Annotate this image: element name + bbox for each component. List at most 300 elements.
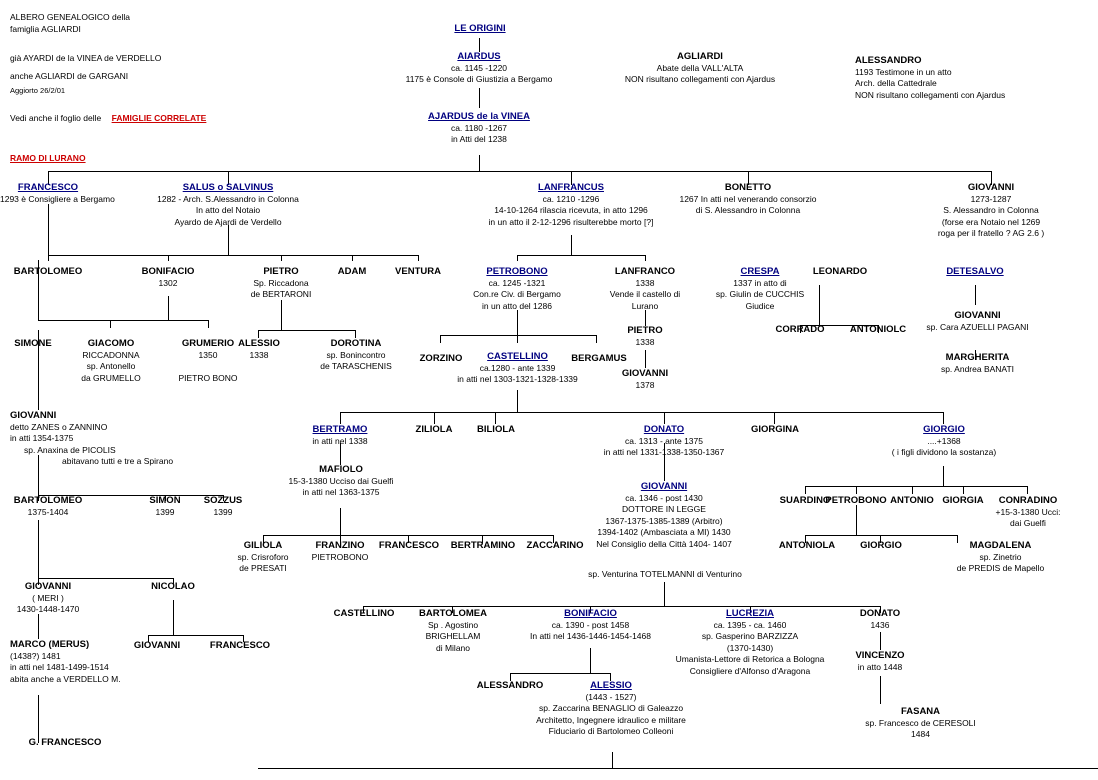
connector — [340, 412, 341, 424]
node-title: GIORGINA — [750, 424, 800, 435]
node-title: BERGAMUS — [571, 353, 627, 364]
node-detail: in atti 1354-1375 — [10, 433, 74, 443]
connector — [645, 310, 646, 326]
node-donato-1436[interactable] — [840, 608, 920, 631]
node-leonardo[interactable] — [790, 266, 890, 278]
node-title: ZORZINO — [419, 353, 463, 364]
node-title: MAFIOLO — [319, 464, 363, 475]
connector — [645, 255, 646, 261]
node-detail: NON risultano collegamenti con Ajardus — [855, 89, 1006, 100]
node-title: LANFRANCO — [614, 266, 676, 277]
sibling-bus — [440, 335, 596, 336]
connector — [208, 320, 209, 328]
node-corrado[interactable] — [762, 324, 838, 336]
node-detail: 1338 — [249, 349, 269, 360]
node-dorotina[interactable] — [300, 338, 412, 373]
connector — [1027, 486, 1028, 494]
sibling-bus — [48, 171, 991, 172]
node-detail: detto ZANES o ZANNINO — [10, 421, 108, 432]
node-lucrezia[interactable] — [660, 608, 840, 677]
node-detail: sp. Bonincontro — [326, 349, 386, 360]
node-title: CORRADO — [775, 324, 825, 335]
node-title: GRUMERIO — [181, 338, 235, 349]
header-title-line1 — [10, 11, 130, 23]
node-title: ANTONIO — [890, 495, 934, 506]
node-margherita[interactable] — [905, 352, 1050, 375]
connector — [517, 310, 518, 335]
header-line4-text: anche AGLIARDI de GARGANI — [10, 71, 129, 81]
sibling-bus — [363, 606, 880, 607]
ramo-di-lurano-heading — [10, 152, 86, 164]
node-petrobono[interactable] — [442, 266, 592, 312]
node-detail: sp. Zinetrio — [979, 551, 1022, 562]
node-detail: RICCADONNA — [82, 349, 140, 360]
node-detail: Architetto, Ingegnere idraulico e militare — [536, 714, 686, 725]
node-title: GIACOMO — [87, 338, 135, 349]
node-title: DONATO — [643, 424, 685, 435]
sibling-bus — [517, 255, 645, 256]
node-title: GILIOLA — [243, 540, 283, 551]
connector — [963, 486, 964, 494]
node-detail: (1438?) 1481 — [10, 650, 61, 661]
sibling-bus — [805, 486, 1027, 487]
node-title: BONIFACIO — [141, 266, 195, 277]
node-detail: in atti nel 1363-1375 — [302, 487, 380, 497]
node-detail: 1394-1402 (Ambasciata a MI) 1430 — [597, 527, 731, 537]
node-pietro-1[interactable] — [241, 266, 321, 301]
header-line3-text: già AYARDI de la VINEA de VERDELLO — [10, 53, 162, 63]
node-simon-1399[interactable] — [133, 495, 197, 518]
sibling-bus — [510, 673, 610, 674]
sibling-bus — [805, 535, 957, 536]
node-giovanni-zanes[interactable] — [10, 410, 230, 468]
sibling-bus — [258, 330, 355, 331]
node-detail: 1484 — [911, 729, 930, 739]
node-alessio-1338[interactable] — [224, 338, 294, 361]
node-title: ALESSIO — [238, 338, 280, 349]
node-detail: sp. Gasperino BARZIZZA — [701, 631, 799, 641]
node-title: GIOVANNI — [24, 581, 72, 592]
node-giovanni-dottore[interactable] — [573, 481, 755, 550]
connector — [355, 330, 356, 338]
connector — [228, 225, 229, 255]
node-spouse-venturina[interactable] — [560, 569, 770, 581]
header-line2-text: famiglia AGLIARDI — [10, 24, 81, 34]
node-detail: sp. Andrea BANATI — [940, 363, 1015, 374]
node-bonetto[interactable] — [648, 182, 848, 217]
node-title: CASTELLINO — [333, 608, 395, 619]
connector — [880, 632, 881, 650]
connector — [517, 335, 518, 343]
connector — [110, 320, 111, 328]
node-detail: 14-10-1264 rilascia ricevuta, in atto 1296 — [494, 205, 648, 215]
node-detail: 1337 in atto di — [733, 277, 787, 288]
node-title: DOROTINA — [330, 338, 382, 349]
node-detail: +15-3-1380 Ucci: — [995, 506, 1061, 517]
node-detail: 1430-1448-1470 — [16, 604, 80, 614]
node-detail: sp. Giulin de CUCCHIS — [715, 289, 805, 299]
connector — [281, 255, 282, 261]
node-detail: sp. Francesco de CERESOLI — [865, 717, 976, 728]
node-pietro-1338[interactable] — [615, 325, 675, 348]
node-detail: in atti nel 1303-1321-1328-1339 — [457, 374, 578, 384]
node-detail: ca. 1145 -1220 — [450, 62, 508, 73]
node-bartolomeo-1[interactable] — [0, 266, 96, 278]
header-see-also — [10, 112, 206, 124]
connector — [281, 300, 282, 330]
connector — [975, 285, 976, 305]
node-giorgina[interactable] — [736, 424, 814, 436]
node-detail: de TARASCHENIS — [320, 361, 392, 371]
node-detail: ....+1368 — [927, 435, 961, 446]
node-title: DETESALVO — [946, 266, 1004, 277]
node-detail: DOTTORE IN LEGGE — [622, 504, 706, 514]
header-line5-text: Aggiorto 26/2/01 — [10, 86, 66, 95]
connector — [479, 155, 480, 171]
node-adam[interactable] — [317, 266, 387, 278]
connector — [479, 38, 480, 52]
sibling-bus — [48, 255, 418, 256]
node-fasana[interactable] — [828, 706, 1013, 741]
node-title: PIETRO — [627, 325, 663, 336]
node-detail: in atti nel 1481-1499-1514 — [10, 662, 109, 672]
node-detail: 1267 In atti nel venerando consorzio — [679, 193, 817, 204]
node-detail: Sp . Agostino — [427, 619, 479, 630]
node-title: MARGHERITA — [945, 352, 1010, 363]
node-detail: Nel Consiglio della Città 1404- 1407 — [596, 538, 732, 549]
node-detail: PIETRO BONO — [178, 373, 238, 383]
node-title: SOZZUS — [203, 495, 243, 506]
node-detail: dai Guelfi — [1010, 518, 1046, 528]
node-detail: Consigliere d'Alfonso d'Aragona — [689, 665, 811, 676]
node-title: G. FRANCESCO — [28, 737, 102, 748]
node-detail: 1399 — [155, 506, 175, 517]
node-title: GIOVANNI — [133, 640, 181, 651]
connector — [912, 486, 913, 494]
connector — [340, 508, 341, 535]
connector — [774, 412, 775, 424]
node-detail: In atti nel 1436-1446-1454-1468 — [530, 631, 651, 641]
node-detail: Lurano — [631, 300, 659, 311]
node-detail: Ayardo de Ajardi de Verdello — [174, 216, 282, 227]
connector — [168, 296, 169, 320]
node-title: AJARDUS de la VINEA — [428, 111, 530, 122]
node-le-origini[interactable] — [430, 23, 530, 35]
connector — [805, 486, 806, 494]
node-title: MAGDALENA — [969, 540, 1032, 551]
node-title: LUCREZIA — [725, 608, 775, 619]
node-detail: Arch. della Cattedrale — [855, 78, 937, 88]
node-title: LE ORIGINI — [454, 23, 506, 34]
node-detail: ca. 1346 - post 1430 — [625, 492, 703, 503]
connector — [168, 255, 169, 261]
connector — [173, 600, 174, 635]
node-bertramo[interactable] — [290, 424, 390, 447]
node-francesco-1293[interactable] — [0, 182, 115, 205]
node-detail: 1273-1287 — [970, 193, 1012, 204]
node-giovanni-1273[interactable] — [886, 182, 1096, 240]
connector — [943, 412, 944, 424]
node-title: FRANCESCO — [209, 640, 271, 651]
node-giovanni-meri[interactable] — [0, 581, 96, 616]
node-detail: 1350 — [198, 349, 218, 360]
node-francesco-3[interactable] — [197, 640, 283, 652]
connector — [418, 255, 419, 261]
node-title: ALESSANDRO — [476, 680, 544, 691]
connector — [352, 255, 353, 261]
node-title: BONIFACIO — [564, 608, 617, 619]
node-simone[interactable] — [0, 338, 66, 350]
connector — [38, 695, 39, 743]
node-detail: sp. Crisroforo — [237, 551, 289, 562]
node-castellino-2[interactable] — [322, 608, 406, 620]
node-detail: 1338 — [635, 336, 655, 347]
connector — [880, 676, 881, 704]
node-magdalena[interactable] — [908, 540, 1093, 575]
node-detail: BRIGHELLAM — [425, 631, 481, 641]
node-detail: in un atto il 2-12-1296 risulterebbe morto [?] — [488, 216, 654, 227]
connector — [612, 752, 613, 768]
node-title: GIORGIO — [860, 540, 902, 551]
node-title: VENTURA — [395, 266, 441, 277]
node-title: GIOVANNI — [954, 310, 1001, 321]
node-detail: de PRESATI — [239, 563, 287, 573]
node-detail: ca.1280 - ante 1339 — [479, 362, 556, 373]
connector — [943, 466, 944, 486]
node-detail: Giudice — [745, 300, 775, 311]
node-title: AGLIARDI — [677, 51, 723, 62]
node-detail: di Milano — [435, 642, 471, 653]
node-detail: 1175 è Console di Giustizia a Bergamo — [405, 74, 553, 84]
node-title: BILIOLA — [477, 424, 515, 435]
connector — [590, 648, 591, 673]
header-title-line2 — [10, 23, 81, 35]
connector — [517, 255, 518, 261]
node-detail: abitavano tutti e tre a Spirano — [62, 456, 174, 466]
node-detail: 1399 — [213, 506, 233, 517]
connector — [645, 350, 646, 368]
connector — [571, 235, 572, 255]
node-giliola[interactable] — [222, 540, 304, 575]
node-title: FASANA — [900, 706, 941, 717]
node-title: SUARDINO — [779, 495, 831, 506]
node-title: GIOVANNI — [10, 410, 57, 421]
node-bertramino[interactable] — [440, 540, 526, 552]
node-detail: ca. 1180 -1267 — [450, 122, 508, 133]
node-aiardus[interactable] — [389, 51, 569, 86]
node-detail: de PREDIS de Mapello — [956, 563, 1045, 573]
node-title: ALESSIO — [590, 680, 632, 691]
node-detail: S. Alessandro in Colonna — [943, 205, 1039, 215]
header-update-date — [10, 85, 65, 97]
node-title: GIOVANNI — [967, 182, 1015, 193]
node-title: ZACCARINO — [526, 540, 584, 551]
node-title: AIARDUS — [457, 51, 501, 62]
node-title: NICOLAO — [151, 581, 195, 592]
node-vincenzo[interactable] — [840, 650, 920, 673]
node-detail: sp. Zaccarina BENAGLIO di Galeazzo — [538, 703, 684, 713]
node-detail: In atto del Notaio — [195, 205, 261, 215]
node-detail: 1375-1404 — [27, 506, 69, 517]
node-title: DONATO — [859, 608, 901, 619]
node-giovanni-1378[interactable] — [608, 368, 682, 391]
node-g-francesco[interactable] — [10, 737, 120, 749]
node-detail: in atto 1448 — [857, 661, 903, 672]
node-detail: NON risultano collegamenti con Ajardus — [624, 74, 776, 84]
node-francesco-2[interactable] — [368, 540, 450, 552]
node-detail: (1370-1430) — [726, 642, 774, 653]
node-title: PETROBONO — [486, 266, 548, 277]
node-title: CRESPA — [740, 266, 780, 277]
node-title: ANTONIOLC — [849, 324, 907, 335]
node-detail: (forse era Notaio nel 1269 — [941, 216, 1041, 227]
node-title: BARTOLOMEO — [13, 495, 83, 506]
node-bonifacio-1302[interactable] — [128, 266, 208, 289]
node-title: SIMON — [149, 495, 181, 506]
node-title: CONRADINO — [998, 495, 1058, 506]
node-title: BERTRAMINO — [450, 540, 516, 551]
node-detail: 1293 è Consigliere a Bergamo — [0, 193, 115, 204]
connector — [517, 390, 518, 412]
sibling-bus — [340, 412, 943, 413]
node-title: BARTOLOMEO — [13, 266, 83, 277]
connector — [434, 412, 435, 424]
node-detail: ca. 1245 -1321 — [488, 277, 546, 288]
node-title: ADAM — [337, 266, 367, 277]
node-title: LANFRANCUS — [538, 182, 604, 193]
node-giovanni-7[interactable] — [117, 640, 197, 652]
see-also-label: Vedi anche il foglio delle — [10, 113, 102, 123]
sibling-bus — [38, 320, 208, 321]
header-alias-line2 — [10, 70, 128, 82]
node-detail: de BERTARONI — [250, 289, 312, 299]
node-title: ZILIOLA — [415, 424, 453, 435]
node-bartolomea[interactable] — [405, 608, 501, 654]
node-detail: sp. Antonello — [86, 361, 136, 371]
node-title: FRANCESCO — [17, 182, 79, 193]
node-title: ANTONIOLA — [778, 540, 836, 551]
node-title: ALESSANDRO — [855, 55, 922, 66]
connector — [38, 520, 39, 578]
bottom-rule — [258, 768, 1098, 769]
node-detail: Abate della VALL'ALTA — [656, 62, 744, 73]
node-detail: 1193 Testimone in un atto — [855, 66, 952, 77]
node-detail: abita anche a VERDELLO M. — [10, 673, 121, 684]
node-bonifacio-2[interactable] — [508, 608, 673, 643]
node-title: CASTELLINO — [487, 351, 548, 362]
node-detail: sp. Venturina TOTELMANNI di Venturino — [588, 569, 742, 579]
connector — [258, 330, 259, 338]
node-detail: di S. Alessandro in Colonna — [695, 205, 801, 215]
connector — [664, 582, 665, 606]
node-detail: in atti nel 1331-1338-1350-1367 — [603, 447, 725, 457]
node-title: GIORGIO — [923, 424, 965, 435]
node-detail: (1443 - 1527) — [585, 691, 637, 702]
node-detail: 1367-1375-1385-1389 (Arbitro) — [605, 515, 723, 526]
connector — [856, 505, 857, 535]
node-detail: ( i figli dividono la sostanza) — [891, 447, 997, 457]
node-detail: 1282 - Arch. S.Alessandro in Colonna — [157, 193, 299, 204]
node-bergamus[interactable] — [560, 353, 638, 365]
node-title: PETROBONO — [825, 495, 887, 506]
node-alessio-architetto[interactable] — [520, 680, 702, 738]
connector — [38, 614, 39, 639]
node-detail: 1338 — [635, 277, 655, 288]
node-title: GIORGIA — [942, 495, 984, 506]
connector — [48, 255, 49, 261]
node-detail: da GRUMELLO — [81, 372, 141, 383]
header-alias-line1 — [10, 52, 161, 64]
famiglie-correlate-link[interactable]: FAMIGLIE CORRELATE — [111, 113, 207, 123]
node-detesalvo[interactable] — [920, 266, 1030, 278]
node-title: GIOVANNI — [640, 481, 688, 492]
node-title: FRANZINO — [315, 540, 365, 551]
node-sozzus-1399[interactable] — [190, 495, 256, 518]
node-giovanni-cara[interactable] — [905, 310, 1050, 333]
node-alessandro-1193[interactable] — [855, 55, 1085, 101]
node-donato-1[interactable] — [575, 424, 753, 459]
node-ajardus-de-la-vinea[interactable] — [389, 111, 569, 146]
node-detail: in un atto del 1286 — [482, 300, 552, 311]
connector — [440, 335, 441, 343]
node-detail: ( MERI ) — [32, 592, 64, 603]
node-mafiolo[interactable] — [262, 464, 420, 499]
node-giorgio-2[interactable] — [845, 540, 917, 552]
node-detail: PIETROBONO — [311, 551, 369, 562]
node-detail: in Atti del 1238 — [451, 134, 507, 144]
node-detail: Fiduciario di Bartolomeo Colleoni — [548, 726, 674, 736]
node-conradino[interactable] — [987, 495, 1069, 530]
connector — [48, 204, 49, 260]
node-detail: ca. 1210 -1296 — [542, 193, 600, 204]
node-title: MARCO (MERUS) — [10, 639, 90, 650]
node-agliardi-abate[interactable] — [600, 51, 800, 86]
node-detail: Sp. Riccadona — [253, 277, 309, 288]
node-detail: Vende il castello di — [609, 289, 681, 299]
node-salus-salvinus[interactable] — [128, 182, 328, 228]
node-title: SIMONE — [14, 338, 52, 349]
connector — [479, 88, 480, 108]
header-line1-text: ALBERO GENEALOGICO della — [10, 12, 130, 22]
node-lanfranco-1338[interactable] — [588, 266, 702, 312]
node-zaccarino[interactable] — [515, 540, 595, 552]
node-detail: roga per il fratello ? AG 2.6 ) — [937, 228, 1045, 238]
node-title: GIOVANNI — [621, 368, 669, 379]
sibling-bus — [148, 635, 243, 636]
node-title: BARTOLOMEA — [419, 608, 487, 619]
node-giorgio-1368[interactable] — [866, 424, 1022, 459]
node-ziliola[interactable] — [400, 424, 468, 436]
node-detail: ca. 1313 - ante 1375 — [625, 435, 703, 446]
node-antoniola[interactable] — [765, 540, 849, 552]
node-title: BONETTO — [724, 182, 772, 193]
node-title: PIETRO — [263, 266, 299, 277]
node-bartolomeo-1375[interactable] — [0, 495, 96, 518]
node-biliola[interactable] — [463, 424, 529, 436]
ramo-label: RAMO DI LURANO — [10, 153, 86, 163]
node-giacomo[interactable] — [66, 338, 156, 384]
node-detail: ca. 1390 - post 1458 — [551, 619, 630, 630]
node-nicolao[interactable] — [135, 581, 211, 593]
node-title: VINCENZO — [855, 650, 905, 661]
connector — [596, 335, 597, 343]
node-detail: sp. Anaxina de PICOLIS — [24, 444, 116, 455]
node-title: LEONARDO — [812, 266, 868, 277]
sibling-bus — [38, 578, 173, 579]
node-detail: 15-3-1380 Ucciso dai Guelfi — [288, 475, 394, 486]
node-detail: in atti nel 1338 — [312, 435, 368, 446]
connector — [495, 412, 496, 424]
